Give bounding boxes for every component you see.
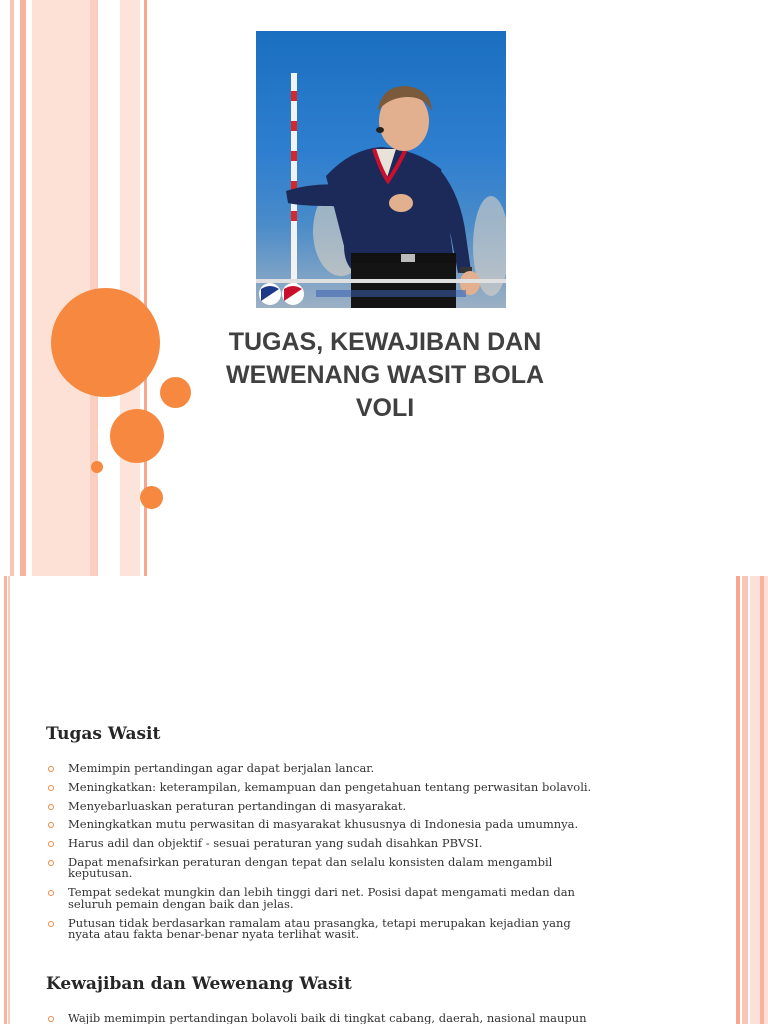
- slide-title-line: TUGAS, KEWAJIBAN DAN: [228, 328, 542, 356]
- bullet-icon: [48, 890, 54, 896]
- decorative-stripe: [750, 576, 768, 1024]
- list-item: [48, 819, 668, 831]
- list-item-text: Putusan tidak berdasarkan ramalam atau prasangka, tetapi merupakan kejadian yang: [68, 915, 571, 930]
- list-item-text: Menyebarluaskan peraturan pertandingan di masyarakat.: [68, 798, 407, 813]
- kewajiban-list: [48, 1013, 668, 1024]
- slide-title-line: VOLI: [355, 394, 415, 422]
- bullet-icon: [48, 822, 54, 828]
- decorative-circle: [51, 288, 160, 397]
- list-item-text: Memimpin pertandingan agar dapat berjalan lancar.: [68, 761, 375, 775]
- bullet-icon: [48, 804, 54, 810]
- list-item: [48, 838, 668, 850]
- bullet-icon: [48, 766, 54, 772]
- list-item: [48, 779, 668, 794]
- decorative-stripe: [20, 0, 26, 576]
- decorative-circle: [160, 377, 191, 408]
- referee-photo: [256, 31, 506, 308]
- slide-title-line: WEWENANG WASIT BOLA: [225, 361, 545, 389]
- list-item-text: Meningkatkan mutu perwasitan di masyarakat khususnya di Indonesia pada umumnya.: [68, 817, 579, 832]
- bullet-icon: [48, 921, 54, 927]
- section-heading-kewajiban: Kewajiban dan Wewenang Wasit: [46, 974, 352, 994]
- list-item: [48, 915, 668, 942]
- list-item-text: Wajib memimpin pertandingan bolavoli baik di tingkat cabang, daerah, nasional maupun: [68, 1011, 587, 1024]
- bullet-icon: [48, 1016, 54, 1022]
- bullet-icon: [48, 841, 54, 847]
- list-item: [48, 887, 668, 910]
- list-item: [48, 763, 668, 775]
- list-item: [48, 854, 668, 881]
- decorative-stripe: [32, 0, 90, 576]
- list-item-text: Tempat sedekat mungkin dan lebih tinggi dari net. Posisi dapat mengamati medan dan: [68, 885, 575, 900]
- decorative-stripe: [760, 576, 764, 1024]
- bullet-icon: [48, 785, 54, 791]
- content-slide: [0, 576, 768, 1024]
- section-heading-tugas: Tugas Wasit: [46, 724, 161, 744]
- decorative-stripe: [736, 576, 740, 1024]
- decorative-stripe: [8, 576, 10, 1024]
- list-item-text: seluruh pemain dengan baik dan jelas.: [68, 896, 294, 911]
- list-item-text: Harus adil dan objektif - sesuai peraturan yang sudah disahkan PBVSI.: [68, 836, 483, 851]
- decorative-circle: [140, 486, 163, 509]
- decorative-circle: [91, 461, 103, 473]
- list-item: [48, 1013, 668, 1024]
- decorative-stripe: [10, 0, 14, 576]
- list-item-text: nyata atau fakta benar-benar nyata terlihat wasit.: [68, 927, 360, 942]
- list-item-text: keputusan.: [68, 866, 133, 881]
- decorative-stripe: [120, 0, 140, 576]
- slide-title: [210, 326, 560, 425]
- tugas-list: [48, 763, 668, 948]
- decorative-stripe: [742, 576, 748, 1024]
- decorative-circle: [110, 409, 164, 463]
- list-item-text: Meningkatkan: keterampilan, kemampuan dan pengetahuan tentang perwasitan bolavoli.: [68, 779, 592, 794]
- decorative-stripe: [4, 576, 7, 1024]
- list-item-text: Dapat menafsirkan peraturan dengan tepat dan selalu konsisten dalam mengambil: [68, 854, 553, 869]
- list-item: [48, 798, 668, 813]
- bullet-icon: [48, 860, 54, 866]
